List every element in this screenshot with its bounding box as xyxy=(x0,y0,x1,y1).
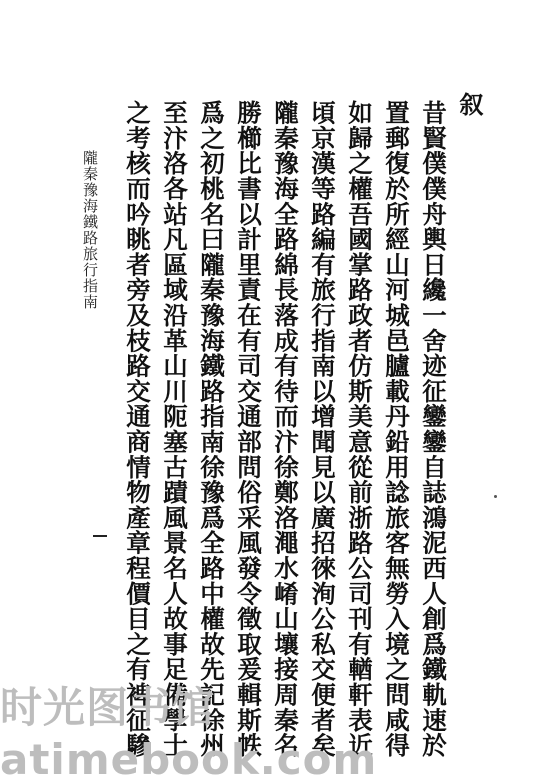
page-title: 叙 xyxy=(455,92,484,118)
watermark: 时光图书馆atimebook.com xyxy=(0,682,378,784)
body-line-6: 勝櫛比書以計里責在有司交通部問俗采風發令徵取爰輯斯帙 xyxy=(234,100,263,758)
running-header: 隴秦豫海鐵路旅行指南 xyxy=(81,150,99,310)
body-line-8: 至汴洛各站凡區域沿革山川阨塞古蹟風景名人故事足備學士 xyxy=(160,100,189,758)
body-line-3: 如歸之權吾國掌路政者仿斯美意從前浙路公司刊有輶軒表近 xyxy=(345,100,374,758)
body-line-7: 爲之初桃名曰隴秦豫海鐵路指南徐豫爲全路中權故先記徐州 xyxy=(197,100,226,758)
body-line-2: 置郵復於所經山河城邑臚載丹鉛用諗旅客無勞入境之問咸得 xyxy=(382,100,411,758)
body-line-4: 頃京漢等路編有旅行指南以增聞見以廣招徠洵公私交便者矣 xyxy=(308,100,337,758)
scan-speck xyxy=(494,495,497,498)
page-number xyxy=(93,535,107,537)
body-line-5: 隴秦豫海全路綿長落成有待而汴徐鄭洛澠水崤山壤接周秦名 xyxy=(271,100,300,758)
body-line-1: 昔賢僕僕舟輿日纔一舍迹征鑾鑾自誌鴻泥西人創爲鐵軌速於 xyxy=(419,100,448,758)
body-line-9: 之考核而吟眺者旁及枝路交通商情物產章程價目之有裨征驂 xyxy=(123,100,152,758)
